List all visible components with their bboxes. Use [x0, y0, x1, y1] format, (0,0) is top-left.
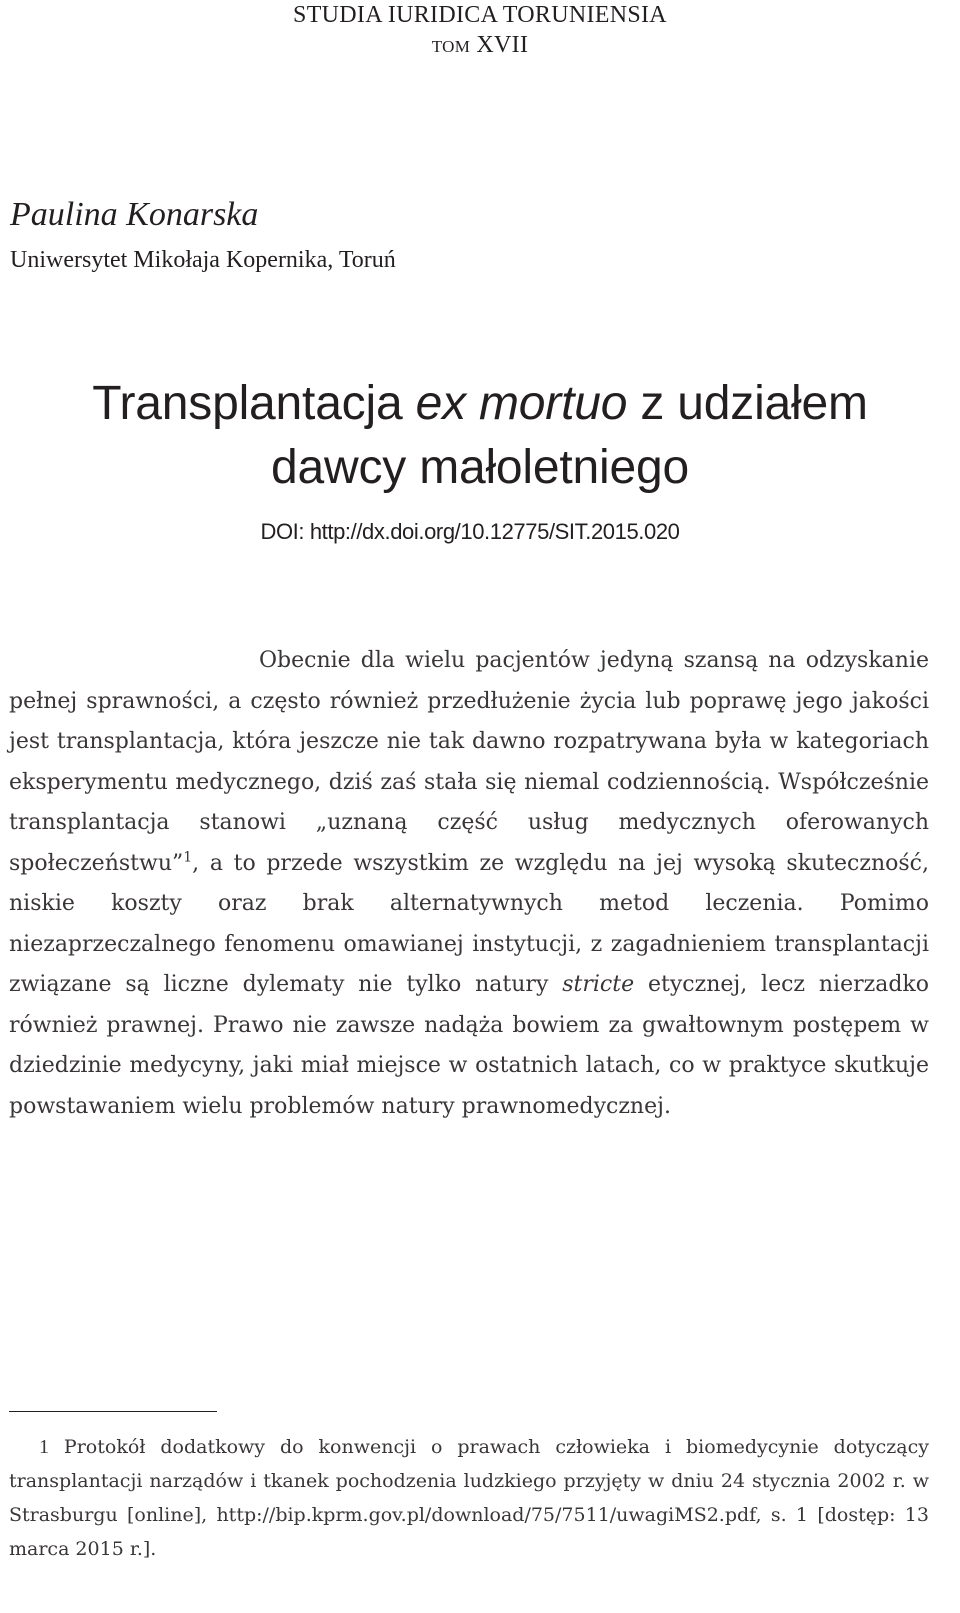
footnote-reference[interactable]: 1: [183, 849, 193, 866]
article-title: [0, 372, 960, 500]
paragraph-text-b: , a to przede wszystkim ze względu na jej wysoką skuteczność, niskie koszty oraz brak alternatywnych metod leczenia. Pomimo niezaprzeczalnego fenomenu omawianej instytucji, z zagadnieniem transplantacji związane są liczne dylematy nie tylko natury: [9, 850, 929, 997]
footnote-number: 1: [39, 1436, 49, 1458]
paragraph: [9, 641, 929, 1127]
doi-link[interactable]: DOI: http://dx.doi.org/10.12775/SIT.2015.020: [260, 519, 680, 544]
title-italic: ex mortuo: [415, 377, 628, 430]
author-affiliation: Uniwersytet Mikołaja Kopernika, Toruń: [10, 247, 396, 273]
body-text: [9, 641, 929, 1127]
footnote-text: Protokół dodatkowy do konwencji o prawach człowieka i biomedycynie dotyczący transplantacji narządów i tkanek pochodzenia ludzkiego przyjęty w dniu 24 stycznia 2002 r. w Strasburgu [online], http://bip.kprm.gov.pl/download/75/7511/uwagiMS2.pdf, s. 1 [dostęp: 13 marca 2015 r.].: [9, 1436, 929, 1560]
volume-label: tom XVII: [431, 32, 529, 58]
title-part-2: z udziałem: [627, 377, 868, 430]
footnote-divider: [9, 1411, 217, 1412]
journal-name: STUDIA IURIDICA TORUNIENSIA: [293, 2, 667, 28]
running-header: [0, 0, 960, 60]
title-part-1: Transplantacja: [92, 377, 416, 430]
title-line-2: dawcy małoletniego: [271, 441, 689, 494]
paragraph-text-c: etycznej, lecz nierzadko również prawnej. Prawo nie zawsze nadąża bowiem za gwałtownym postępem w dziedzinie medycyny, jaki miał miejsce w ostatnich latach, co w praktyce skutkuje powstawaniem wielu problemów natury prawnomedycznej.: [9, 972, 929, 1119]
footnote: [9, 1430, 929, 1566]
paragraph-italic: stricte: [562, 972, 635, 997]
paragraph-text-a: Obecnie dla wielu pacjentów jedyną szansą na odzyskanie pełnej sprawności, a często również przedłużenie życia lub poprawę jego jakości jest transplantacja, która jeszcze nie tak dawno rozpatrywana była w kategoriach eksperymentu medycznego, dziś zaś stała się niemal codziennością. Współcześnie transplantacja stanowi „uznaną część usług medycznych oferowanych społeczeństwu”: [9, 648, 929, 876]
author-name: Paulina Konarska: [10, 196, 259, 233]
